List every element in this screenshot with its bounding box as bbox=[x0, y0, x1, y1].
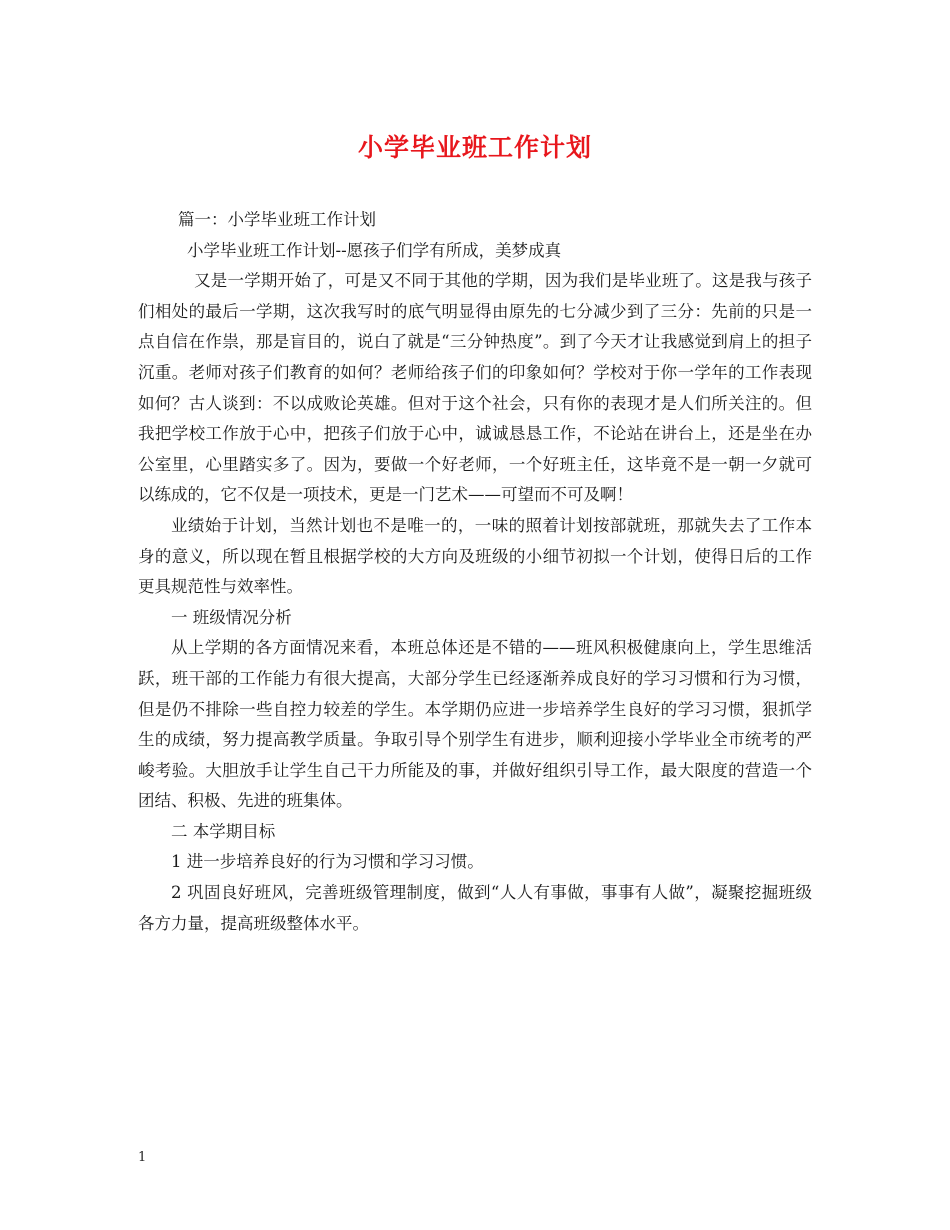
section-heading-2: 二 本学期目标 bbox=[171, 821, 276, 841]
document-subtitle: 小学毕业班工作计划--愿孩子们学有所成，美梦成真 bbox=[187, 240, 562, 260]
part-heading: 篇一：小学毕业班工作计划 bbox=[178, 210, 376, 229]
body-paragraph-2: 业绩始于计划，当然计划也不是唯一的，一味的照着计划按部就班，那就失去了工作本身的意义，所以现在暂且根据学校的大方向及班级的小细节初拟一个计划，使得日后的工作更具规范性与效率性。 bbox=[138, 515, 812, 597]
body-paragraph-1: 又是一学期开始了，可是又不同于其他的学期，因为我们是毕业班了。这是我与孩子们相处的最后一学期，这次我写时的底气明显得由原先的七分减少到了三分：先前的只是一点自信在作祟，那是盲目的，说白了就是“三分钟热度”。到了今天才让我感觉到肩上的担子沉重。老师对孩子们教育的如何？老师给孩子们的印象如何？学校对于你一学年的工作表现如何？古人谈到：不以成败论英雄。但对于这个社会，只有你的表现才是人们所关注的。但我把学校工作放于心中，把孩子们放于心中，诚诚恳恳工作，不论站在讲台上，还是坐在办公室里，心里踏实多了。因为，要做一个好老师，一个好班主任，这毕竟不是一朝一夕就可以练成的，它不仅是一项技术，更是一门艺术——可望而不可及啊！ bbox=[138, 271, 812, 505]
section-paragraph-1: 从上学期的各方面情况来看，本班总体还是不错的——班风积极健康向上，学生思维活跃，班干部的工作能力有很大提高，大部分学生已经逐渐养成良好的学习习惯和行为习惯，但是仍不排除一些自控力较差的学生。本学期仍应进一步培养学生良好的学习习惯，狠抓学生的成绩，努力提高教学质量。争取引导个别学生有进步，顺利迎接小学毕业全市统考的严峻考验。大胆放手让学生自己干力所能及的事，并做好组织引导工作，最大限度的营造一个团结、积极、先进的班集体。 bbox=[138, 638, 812, 811]
section-heading-1: 一 班级情况分析 bbox=[171, 607, 292, 627]
document-title: 小学毕业班工作计划 bbox=[357, 133, 592, 162]
goal-item-1: 1 进一步培养良好的行为习惯和学习习惯。 bbox=[171, 852, 484, 872]
page-number: 1 bbox=[138, 1150, 147, 1165]
goal-item-2: 2 巩固良好班风，完善班级管理制度，做到“人人有事做，事事有人做”，凝聚挖掘班级各方力量，提高班级整体水平。 bbox=[138, 883, 812, 933]
document-body bbox=[138, 205, 812, 939]
